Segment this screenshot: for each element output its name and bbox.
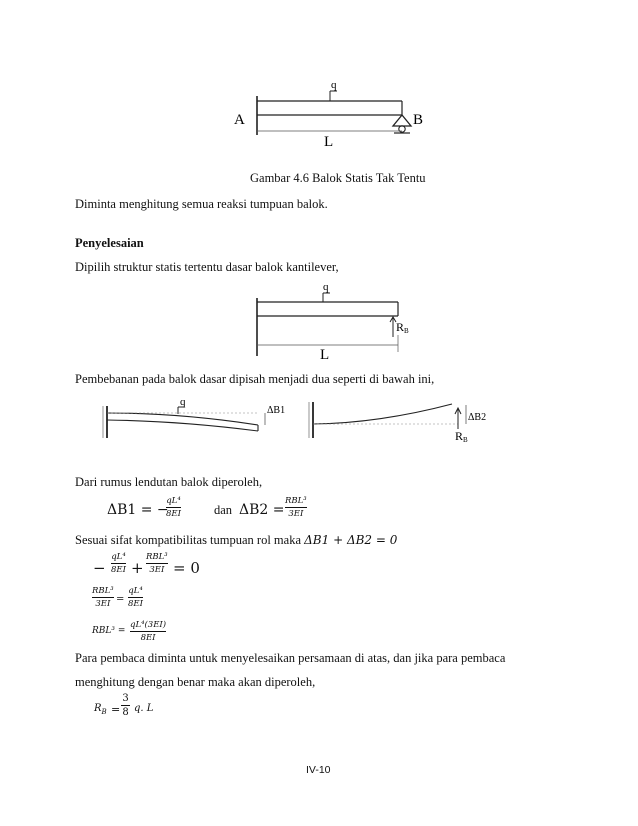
label-q: q [323, 281, 329, 293]
paragraph-structure: Dipilih struktur statis tertentu dasar balok kantilever, [75, 260, 339, 274]
label-q: q [331, 79, 337, 91]
eq4-frac [130, 620, 166, 643]
compat-equation: ΔB1 + ΔB2 = 0 [304, 533, 398, 547]
eq1-frac2 [285, 496, 307, 519]
eq2-minus: − [93, 559, 106, 577]
eq1-lhs2: ΔB2 = [239, 502, 285, 518]
paragraph-task: Diminta menghitung semua reaksi tumpuan balok. [75, 197, 328, 211]
eq2-frac2-den: 3EI [149, 565, 165, 575]
label-b: B [413, 112, 424, 128]
paragraph-reader-1: Para pembaca diminta untuk menyelesaikan persamaan di atas, dan jika para pembaca [75, 651, 506, 665]
paragraph-compat [75, 533, 397, 548]
eq4-lhs: RBL³ = [92, 626, 126, 636]
eq2-plus: + [131, 559, 144, 577]
compat-text: Sesuai sifat kompatibilitas tumpuan rol maka [75, 533, 302, 547]
eq2-frac1-den: 8EI [111, 565, 126, 575]
eq1-dan: dan [214, 503, 233, 517]
label-l: L [324, 134, 334, 150]
paragraph-split: Pembebanan pada balok dasar dipisah menjadi dua seperti di bawah ini, [75, 372, 435, 386]
eq2-frac2 [146, 552, 168, 575]
label-delta-b2: ΔB2 [468, 412, 487, 423]
eq1-frac2-num: RBL³ [285, 496, 307, 506]
eq5-rhs: q. L [134, 703, 154, 714]
eq3-frac2 [128, 586, 143, 609]
eq4-frac-den: 8EI [140, 633, 156, 643]
section-heading: Penyelesaian [75, 236, 144, 250]
eq5-frac-den: 8 [122, 707, 129, 718]
eq1-frac2-den: 3EI [288, 509, 304, 519]
label-rb: RB [455, 429, 468, 444]
eq1-frac1-num: qL⁴ [166, 496, 181, 506]
eq1-frac1 [166, 496, 181, 519]
label-a: A [234, 112, 245, 128]
eq3-frac1-den: 3EI [95, 599, 111, 609]
eq4-frac-num: qL⁴(3EI) [130, 620, 167, 630]
page-number: IV-10 [306, 764, 331, 776]
eq1-lhs1: ΔB1 = − [107, 502, 169, 518]
eq5-frac-num: 3 [122, 693, 129, 704]
eq3-frac2-den: 8EI [128, 599, 143, 609]
eq2-rhs: = 0 [173, 559, 200, 577]
eq3-frac1 [92, 586, 114, 609]
eq2-frac1-num: qL⁴ [111, 552, 126, 562]
eq3-frac2-num: qL⁴ [128, 586, 143, 596]
label-rb: RB [396, 320, 409, 335]
eq5-eq: = [111, 703, 121, 716]
label-l: L [320, 347, 330, 363]
paragraph-formula: Dari rumus lendutan balok diperoleh, [75, 475, 263, 489]
eq3-eq: = [116, 594, 125, 605]
eq1-frac1-den: 8EI [166, 509, 181, 519]
eq5-frac [121, 693, 130, 718]
figure-caption: Gambar 4.6 Balok Statis Tak Tentu [250, 171, 426, 185]
label-delta-b1: ΔB1 [267, 405, 286, 416]
label-q: q [180, 396, 186, 408]
eq2-frac1 [111, 552, 126, 575]
paragraph-reader-2: menghitung dengan benar maka akan diperoleh, [75, 675, 316, 689]
eq5-lhs: $R_B$ [94, 703, 107, 716]
eq2-frac2-num: RBL³ [146, 552, 168, 562]
eq3-frac1-num: RBL³ [92, 586, 114, 596]
